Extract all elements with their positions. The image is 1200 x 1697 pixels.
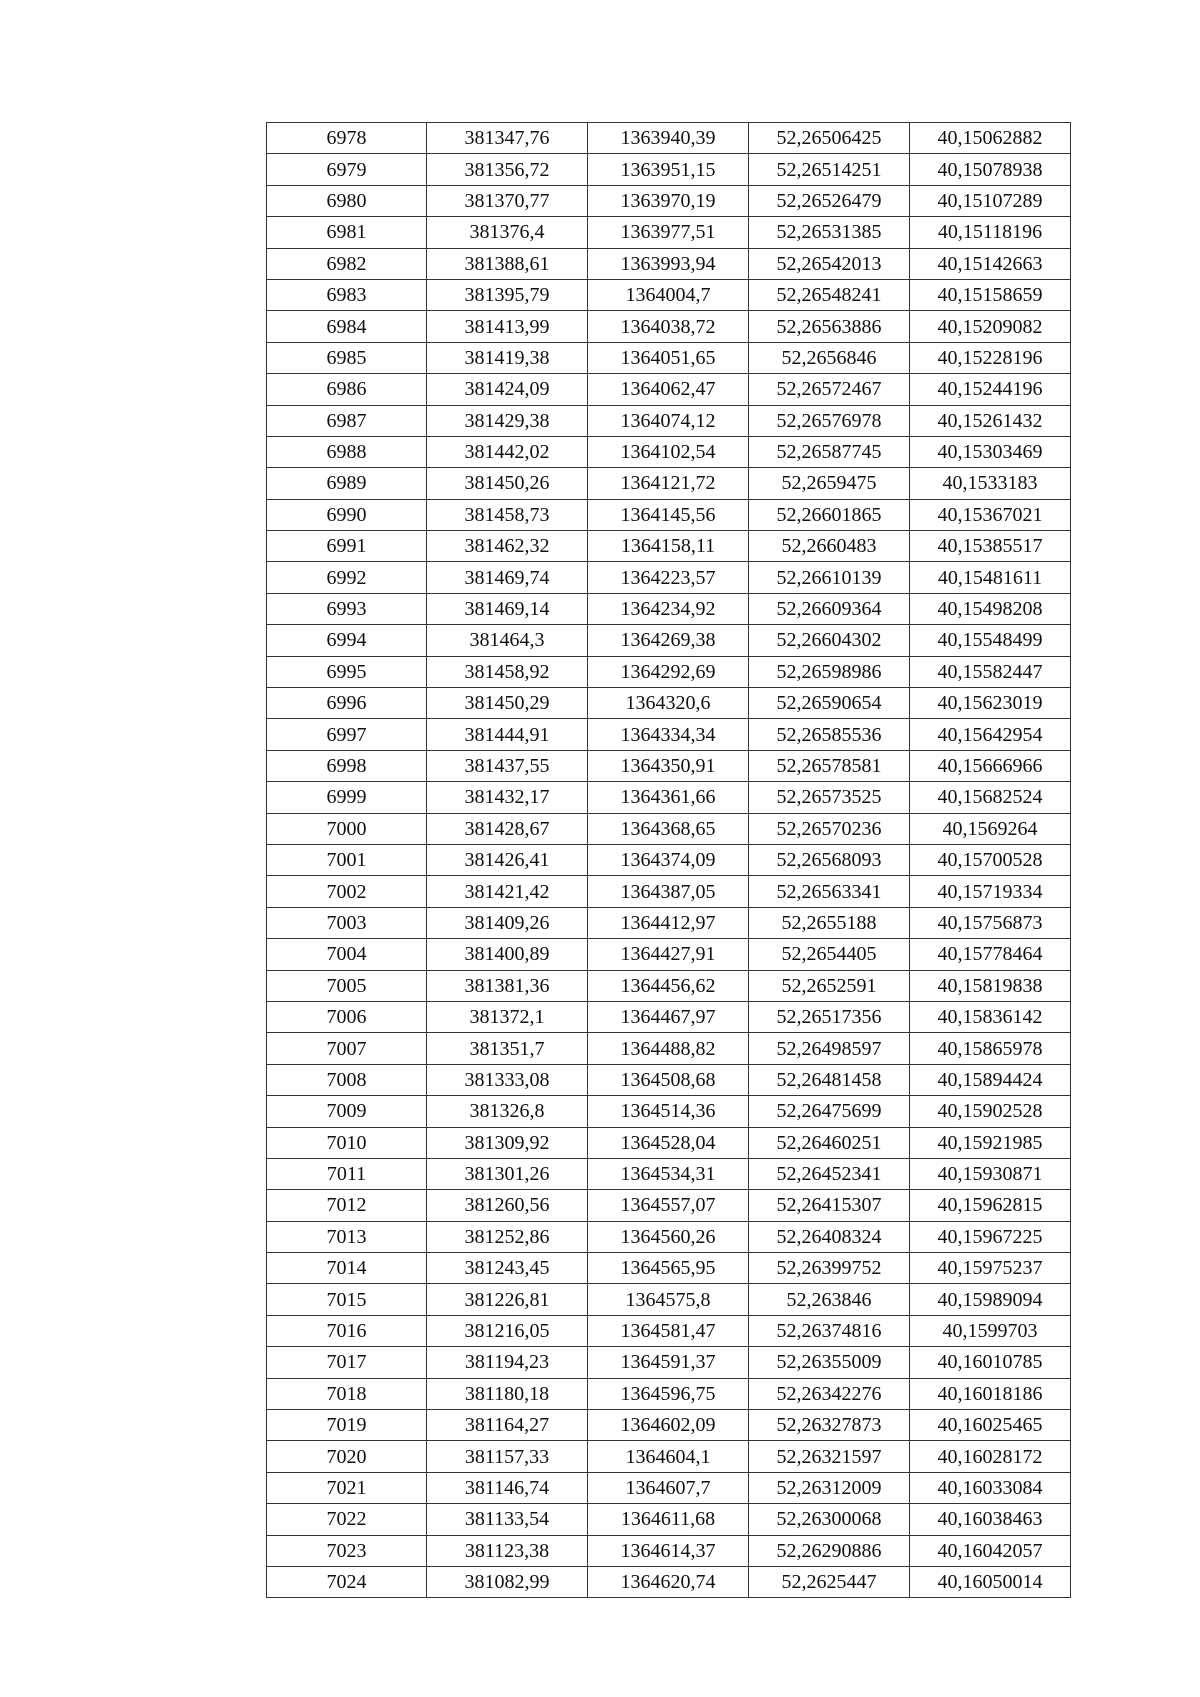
longitude-cell: 40,16025465 [910,1410,1071,1441]
y-coordinate-cell: 1364269,38 [588,625,749,656]
table-row [267,625,1071,656]
table-row [267,1221,1071,1252]
point-number-cell: 7000 [267,813,427,844]
y-coordinate-cell: 1363977,51 [588,217,749,248]
x-coordinate-cell: 381133,54 [427,1504,588,1535]
x-coordinate-cell: 381464,3 [427,625,588,656]
x-coordinate-cell: 381409,26 [427,907,588,938]
longitude-cell: 40,15228196 [910,342,1071,373]
table-row [267,688,1071,719]
table-row [267,531,1071,562]
point-number-cell: 6984 [267,311,427,342]
y-coordinate-cell: 1363970,19 [588,185,749,216]
longitude-cell: 40,15107289 [910,185,1071,216]
x-coordinate-cell: 381370,77 [427,185,588,216]
x-coordinate-cell: 381146,74 [427,1472,588,1503]
latitude-cell: 52,26531385 [749,217,910,248]
point-number-cell: 7019 [267,1410,427,1441]
latitude-cell: 52,26452341 [749,1158,910,1189]
point-number-cell: 7007 [267,1033,427,1064]
longitude-cell: 40,15756873 [910,907,1071,938]
table-row [267,876,1071,907]
longitude-cell: 40,15142663 [910,248,1071,279]
latitude-cell: 52,26563341 [749,876,910,907]
point-number-cell: 7001 [267,844,427,875]
y-coordinate-cell: 1364361,66 [588,782,749,813]
point-number-cell: 6979 [267,154,427,185]
table-row [267,342,1071,373]
longitude-cell: 40,15819838 [910,970,1071,1001]
table-row [267,593,1071,624]
table-row [267,1158,1071,1189]
latitude-cell: 52,26475699 [749,1096,910,1127]
table-row [267,248,1071,279]
longitude-cell: 40,15385517 [910,531,1071,562]
table-row [267,436,1071,467]
coordinates-table [266,122,1071,1598]
table-row [267,782,1071,813]
point-number-cell: 7011 [267,1158,427,1189]
table-row [267,1566,1071,1597]
longitude-cell: 40,15367021 [910,499,1071,530]
table-row [267,1190,1071,1221]
latitude-cell: 52,26399752 [749,1253,910,1284]
longitude-cell: 40,15118196 [910,217,1071,248]
longitude-cell: 40,16028172 [910,1441,1071,1472]
y-coordinate-cell: 1364102,54 [588,436,749,467]
table-row [267,1472,1071,1503]
latitude-cell: 52,26526479 [749,185,910,216]
longitude-cell: 40,15719334 [910,876,1071,907]
latitude-cell: 52,2654405 [749,939,910,970]
table-row [267,499,1071,530]
longitude-cell: 40,15666966 [910,750,1071,781]
y-coordinate-cell: 1364004,7 [588,279,749,310]
x-coordinate-cell: 381400,89 [427,939,588,970]
y-coordinate-cell: 1364514,36 [588,1096,749,1127]
latitude-cell: 52,26290886 [749,1535,910,1566]
point-number-cell: 7015 [267,1284,427,1315]
latitude-cell: 52,26563886 [749,311,910,342]
point-number-cell: 7013 [267,1221,427,1252]
latitude-cell: 52,2625447 [749,1566,910,1597]
y-coordinate-cell: 1364602,09 [588,1410,749,1441]
x-coordinate-cell: 381123,38 [427,1535,588,1566]
table-row [267,405,1071,436]
x-coordinate-cell: 381356,72 [427,154,588,185]
point-number-cell: 6996 [267,688,427,719]
point-number-cell: 6998 [267,750,427,781]
y-coordinate-cell: 1364596,75 [588,1378,749,1409]
longitude-cell: 40,15062882 [910,123,1071,154]
y-coordinate-cell: 1364581,47 [588,1315,749,1346]
latitude-cell: 52,26548241 [749,279,910,310]
table-row [267,970,1071,1001]
table-row [267,374,1071,405]
table-row [267,1284,1071,1315]
y-coordinate-cell: 1364223,57 [588,562,749,593]
table-row [267,154,1071,185]
y-coordinate-cell: 1364350,91 [588,750,749,781]
table-row [267,1535,1071,1566]
point-number-cell: 6985 [267,342,427,373]
longitude-cell: 40,16042057 [910,1535,1071,1566]
table-row [267,939,1071,970]
latitude-cell: 52,26587745 [749,436,910,467]
table-row [267,1064,1071,1095]
longitude-cell: 40,16038463 [910,1504,1071,1535]
y-coordinate-cell: 1364145,56 [588,499,749,530]
y-coordinate-cell: 1364560,26 [588,1221,749,1252]
x-coordinate-cell: 381421,42 [427,876,588,907]
point-number-cell: 6989 [267,468,427,499]
table-row [267,217,1071,248]
point-number-cell: 7018 [267,1378,427,1409]
point-number-cell: 7004 [267,939,427,970]
latitude-cell: 52,26374816 [749,1315,910,1346]
y-coordinate-cell: 1364467,97 [588,1001,749,1032]
latitude-cell: 52,26408324 [749,1221,910,1252]
x-coordinate-cell: 381157,33 [427,1441,588,1472]
table-row [267,907,1071,938]
longitude-cell: 40,15836142 [910,1001,1071,1032]
point-number-cell: 7002 [267,876,427,907]
table-row [267,123,1071,154]
point-number-cell: 6995 [267,656,427,687]
latitude-cell: 52,26576978 [749,405,910,436]
latitude-cell: 52,26415307 [749,1190,910,1221]
longitude-cell: 40,15902528 [910,1096,1071,1127]
point-number-cell: 7024 [267,1566,427,1597]
longitude-cell: 40,16050014 [910,1566,1071,1597]
x-coordinate-cell: 381429,38 [427,405,588,436]
point-number-cell: 6997 [267,719,427,750]
point-number-cell: 6980 [267,185,427,216]
y-coordinate-cell: 1364614,37 [588,1535,749,1566]
latitude-cell: 52,26506425 [749,123,910,154]
longitude-cell: 40,16033084 [910,1472,1071,1503]
y-coordinate-cell: 1364575,8 [588,1284,749,1315]
longitude-cell: 40,16010785 [910,1347,1071,1378]
point-number-cell: 7016 [267,1315,427,1346]
y-coordinate-cell: 1364534,31 [588,1158,749,1189]
x-coordinate-cell: 381469,74 [427,562,588,593]
x-coordinate-cell: 381450,26 [427,468,588,499]
y-coordinate-cell: 1364292,69 [588,656,749,687]
x-coordinate-cell: 381376,4 [427,217,588,248]
latitude-cell: 52,26542013 [749,248,910,279]
point-number-cell: 6992 [267,562,427,593]
latitude-cell: 52,26604302 [749,625,910,656]
y-coordinate-cell: 1364038,72 [588,311,749,342]
x-coordinate-cell: 381351,7 [427,1033,588,1064]
point-number-cell: 6982 [267,248,427,279]
longitude-cell: 40,15921985 [910,1127,1071,1158]
x-coordinate-cell: 381260,56 [427,1190,588,1221]
point-number-cell: 6988 [267,436,427,467]
y-coordinate-cell: 1364334,34 [588,719,749,750]
latitude-cell: 52,26578581 [749,750,910,781]
point-number-cell: 7012 [267,1190,427,1221]
x-coordinate-cell: 381458,92 [427,656,588,687]
x-coordinate-cell: 381469,14 [427,593,588,624]
latitude-cell: 52,26355009 [749,1347,910,1378]
coordinates-table-body [267,123,1071,1598]
x-coordinate-cell: 381301,26 [427,1158,588,1189]
latitude-cell: 52,263846 [749,1284,910,1315]
table-row [267,185,1071,216]
y-coordinate-cell: 1364320,6 [588,688,749,719]
longitude-cell: 40,15975237 [910,1253,1071,1284]
x-coordinate-cell: 381437,55 [427,750,588,781]
table-row [267,1253,1071,1284]
table-row [267,750,1071,781]
table-row [267,844,1071,875]
point-number-cell: 7006 [267,1001,427,1032]
latitude-cell: 52,26460251 [749,1127,910,1158]
y-coordinate-cell: 1364062,47 [588,374,749,405]
y-coordinate-cell: 1364374,09 [588,844,749,875]
point-number-cell: 7010 [267,1127,427,1158]
x-coordinate-cell: 381180,18 [427,1378,588,1409]
y-coordinate-cell: 1364368,65 [588,813,749,844]
point-number-cell: 6991 [267,531,427,562]
longitude-cell: 40,1533183 [910,468,1071,499]
longitude-cell: 40,15967225 [910,1221,1071,1252]
x-coordinate-cell: 381444,91 [427,719,588,750]
latitude-cell: 52,2659475 [749,468,910,499]
y-coordinate-cell: 1364387,05 [588,876,749,907]
x-coordinate-cell: 381395,79 [427,279,588,310]
point-number-cell: 7020 [267,1441,427,1472]
point-number-cell: 6987 [267,405,427,436]
latitude-cell: 52,26609364 [749,593,910,624]
longitude-cell: 40,15158659 [910,279,1071,310]
latitude-cell: 52,26585536 [749,719,910,750]
x-coordinate-cell: 381424,09 [427,374,588,405]
longitude-cell: 40,15989094 [910,1284,1071,1315]
x-coordinate-cell: 381388,61 [427,248,588,279]
latitude-cell: 52,26481458 [749,1064,910,1095]
x-coordinate-cell: 381082,99 [427,1566,588,1597]
point-number-cell: 7014 [267,1253,427,1284]
point-number-cell: 6999 [267,782,427,813]
x-coordinate-cell: 381432,17 [427,782,588,813]
longitude-cell: 40,15244196 [910,374,1071,405]
point-number-cell: 7023 [267,1535,427,1566]
table-row [267,719,1071,750]
table-row [267,311,1071,342]
x-coordinate-cell: 381243,45 [427,1253,588,1284]
table-row [267,279,1071,310]
longitude-cell: 40,15894424 [910,1064,1071,1095]
y-coordinate-cell: 1364234,92 [588,593,749,624]
longitude-cell: 40,15682524 [910,782,1071,813]
x-coordinate-cell: 381194,23 [427,1347,588,1378]
latitude-cell: 52,26570236 [749,813,910,844]
table-row [267,562,1071,593]
table-row [267,1378,1071,1409]
x-coordinate-cell: 381333,08 [427,1064,588,1095]
y-coordinate-cell: 1364604,1 [588,1441,749,1472]
latitude-cell: 52,26590654 [749,688,910,719]
longitude-cell: 40,15642954 [910,719,1071,750]
table-row [267,1347,1071,1378]
point-number-cell: 6978 [267,123,427,154]
y-coordinate-cell: 1364488,82 [588,1033,749,1064]
latitude-cell: 52,26312009 [749,1472,910,1503]
longitude-cell: 40,15078938 [910,154,1071,185]
x-coordinate-cell: 381458,73 [427,499,588,530]
table-row [267,1001,1071,1032]
longitude-cell: 40,15209082 [910,311,1071,342]
table-row [267,813,1071,844]
latitude-cell: 52,26327873 [749,1410,910,1441]
x-coordinate-cell: 381372,1 [427,1001,588,1032]
longitude-cell: 40,16018186 [910,1378,1071,1409]
x-coordinate-cell: 381164,27 [427,1410,588,1441]
point-number-cell: 7017 [267,1347,427,1378]
y-coordinate-cell: 1364074,12 [588,405,749,436]
y-coordinate-cell: 1364607,7 [588,1472,749,1503]
point-number-cell: 6994 [267,625,427,656]
y-coordinate-cell: 1364121,72 [588,468,749,499]
x-coordinate-cell: 381309,92 [427,1127,588,1158]
table-row [267,656,1071,687]
point-number-cell: 6981 [267,217,427,248]
point-number-cell: 7003 [267,907,427,938]
x-coordinate-cell: 381326,8 [427,1096,588,1127]
latitude-cell: 52,26610139 [749,562,910,593]
point-number-cell: 7008 [267,1064,427,1095]
table-row [267,1096,1071,1127]
table-row [267,1410,1071,1441]
latitude-cell: 52,2656846 [749,342,910,373]
y-coordinate-cell: 1364412,97 [588,907,749,938]
longitude-cell: 40,15930871 [910,1158,1071,1189]
longitude-cell: 40,15498208 [910,593,1071,624]
y-coordinate-cell: 1364620,74 [588,1566,749,1597]
y-coordinate-cell: 1364611,68 [588,1504,749,1535]
y-coordinate-cell: 1363940,39 [588,123,749,154]
x-coordinate-cell: 381426,41 [427,844,588,875]
y-coordinate-cell: 1364528,04 [588,1127,749,1158]
latitude-cell: 52,26514251 [749,154,910,185]
x-coordinate-cell: 381428,67 [427,813,588,844]
longitude-cell: 40,15962815 [910,1190,1071,1221]
longitude-cell: 40,15481611 [910,562,1071,593]
y-coordinate-cell: 1364508,68 [588,1064,749,1095]
x-coordinate-cell: 381413,99 [427,311,588,342]
point-number-cell: 6983 [267,279,427,310]
x-coordinate-cell: 381226,81 [427,1284,588,1315]
latitude-cell: 52,26300068 [749,1504,910,1535]
longitude-cell: 40,15865978 [910,1033,1071,1064]
table-row [267,1127,1071,1158]
latitude-cell: 52,26572467 [749,374,910,405]
latitude-cell: 52,26321597 [749,1441,910,1472]
latitude-cell: 52,26498597 [749,1033,910,1064]
y-coordinate-cell: 1364557,07 [588,1190,749,1221]
table-row [267,1441,1071,1472]
y-coordinate-cell: 1364456,62 [588,970,749,1001]
longitude-cell: 40,15303469 [910,436,1071,467]
latitude-cell: 52,2655188 [749,907,910,938]
y-coordinate-cell: 1363993,94 [588,248,749,279]
point-number-cell: 7009 [267,1096,427,1127]
latitude-cell: 52,26598986 [749,656,910,687]
point-number-cell: 7005 [267,970,427,1001]
y-coordinate-cell: 1364158,11 [588,531,749,562]
x-coordinate-cell: 381419,38 [427,342,588,373]
longitude-cell: 40,15778464 [910,939,1071,970]
latitude-cell: 52,2652591 [749,970,910,1001]
y-coordinate-cell: 1364427,91 [588,939,749,970]
point-number-cell: 6993 [267,593,427,624]
y-coordinate-cell: 1364565,95 [588,1253,749,1284]
longitude-cell: 40,1569264 [910,813,1071,844]
longitude-cell: 40,1599703 [910,1315,1071,1346]
longitude-cell: 40,15261432 [910,405,1071,436]
longitude-cell: 40,15548499 [910,625,1071,656]
y-coordinate-cell: 1363951,15 [588,154,749,185]
y-coordinate-cell: 1364051,65 [588,342,749,373]
table-row [267,468,1071,499]
latitude-cell: 52,26601865 [749,499,910,530]
point-number-cell: 7021 [267,1472,427,1503]
x-coordinate-cell: 381462,32 [427,531,588,562]
latitude-cell: 52,26568093 [749,844,910,875]
x-coordinate-cell: 381381,36 [427,970,588,1001]
longitude-cell: 40,15582447 [910,656,1071,687]
table-row [267,1033,1071,1064]
x-coordinate-cell: 381442,02 [427,436,588,467]
longitude-cell: 40,15623019 [910,688,1071,719]
x-coordinate-cell: 381347,76 [427,123,588,154]
point-number-cell: 7022 [267,1504,427,1535]
latitude-cell: 52,2660483 [749,531,910,562]
x-coordinate-cell: 381450,29 [427,688,588,719]
latitude-cell: 52,26573525 [749,782,910,813]
x-coordinate-cell: 381216,05 [427,1315,588,1346]
latitude-cell: 52,26517356 [749,1001,910,1032]
point-number-cell: 6990 [267,499,427,530]
table-row [267,1504,1071,1535]
table-row [267,1315,1071,1346]
longitude-cell: 40,15700528 [910,844,1071,875]
latitude-cell: 52,26342276 [749,1378,910,1409]
y-coordinate-cell: 1364591,37 [588,1347,749,1378]
x-coordinate-cell: 381252,86 [427,1221,588,1252]
point-number-cell: 6986 [267,374,427,405]
